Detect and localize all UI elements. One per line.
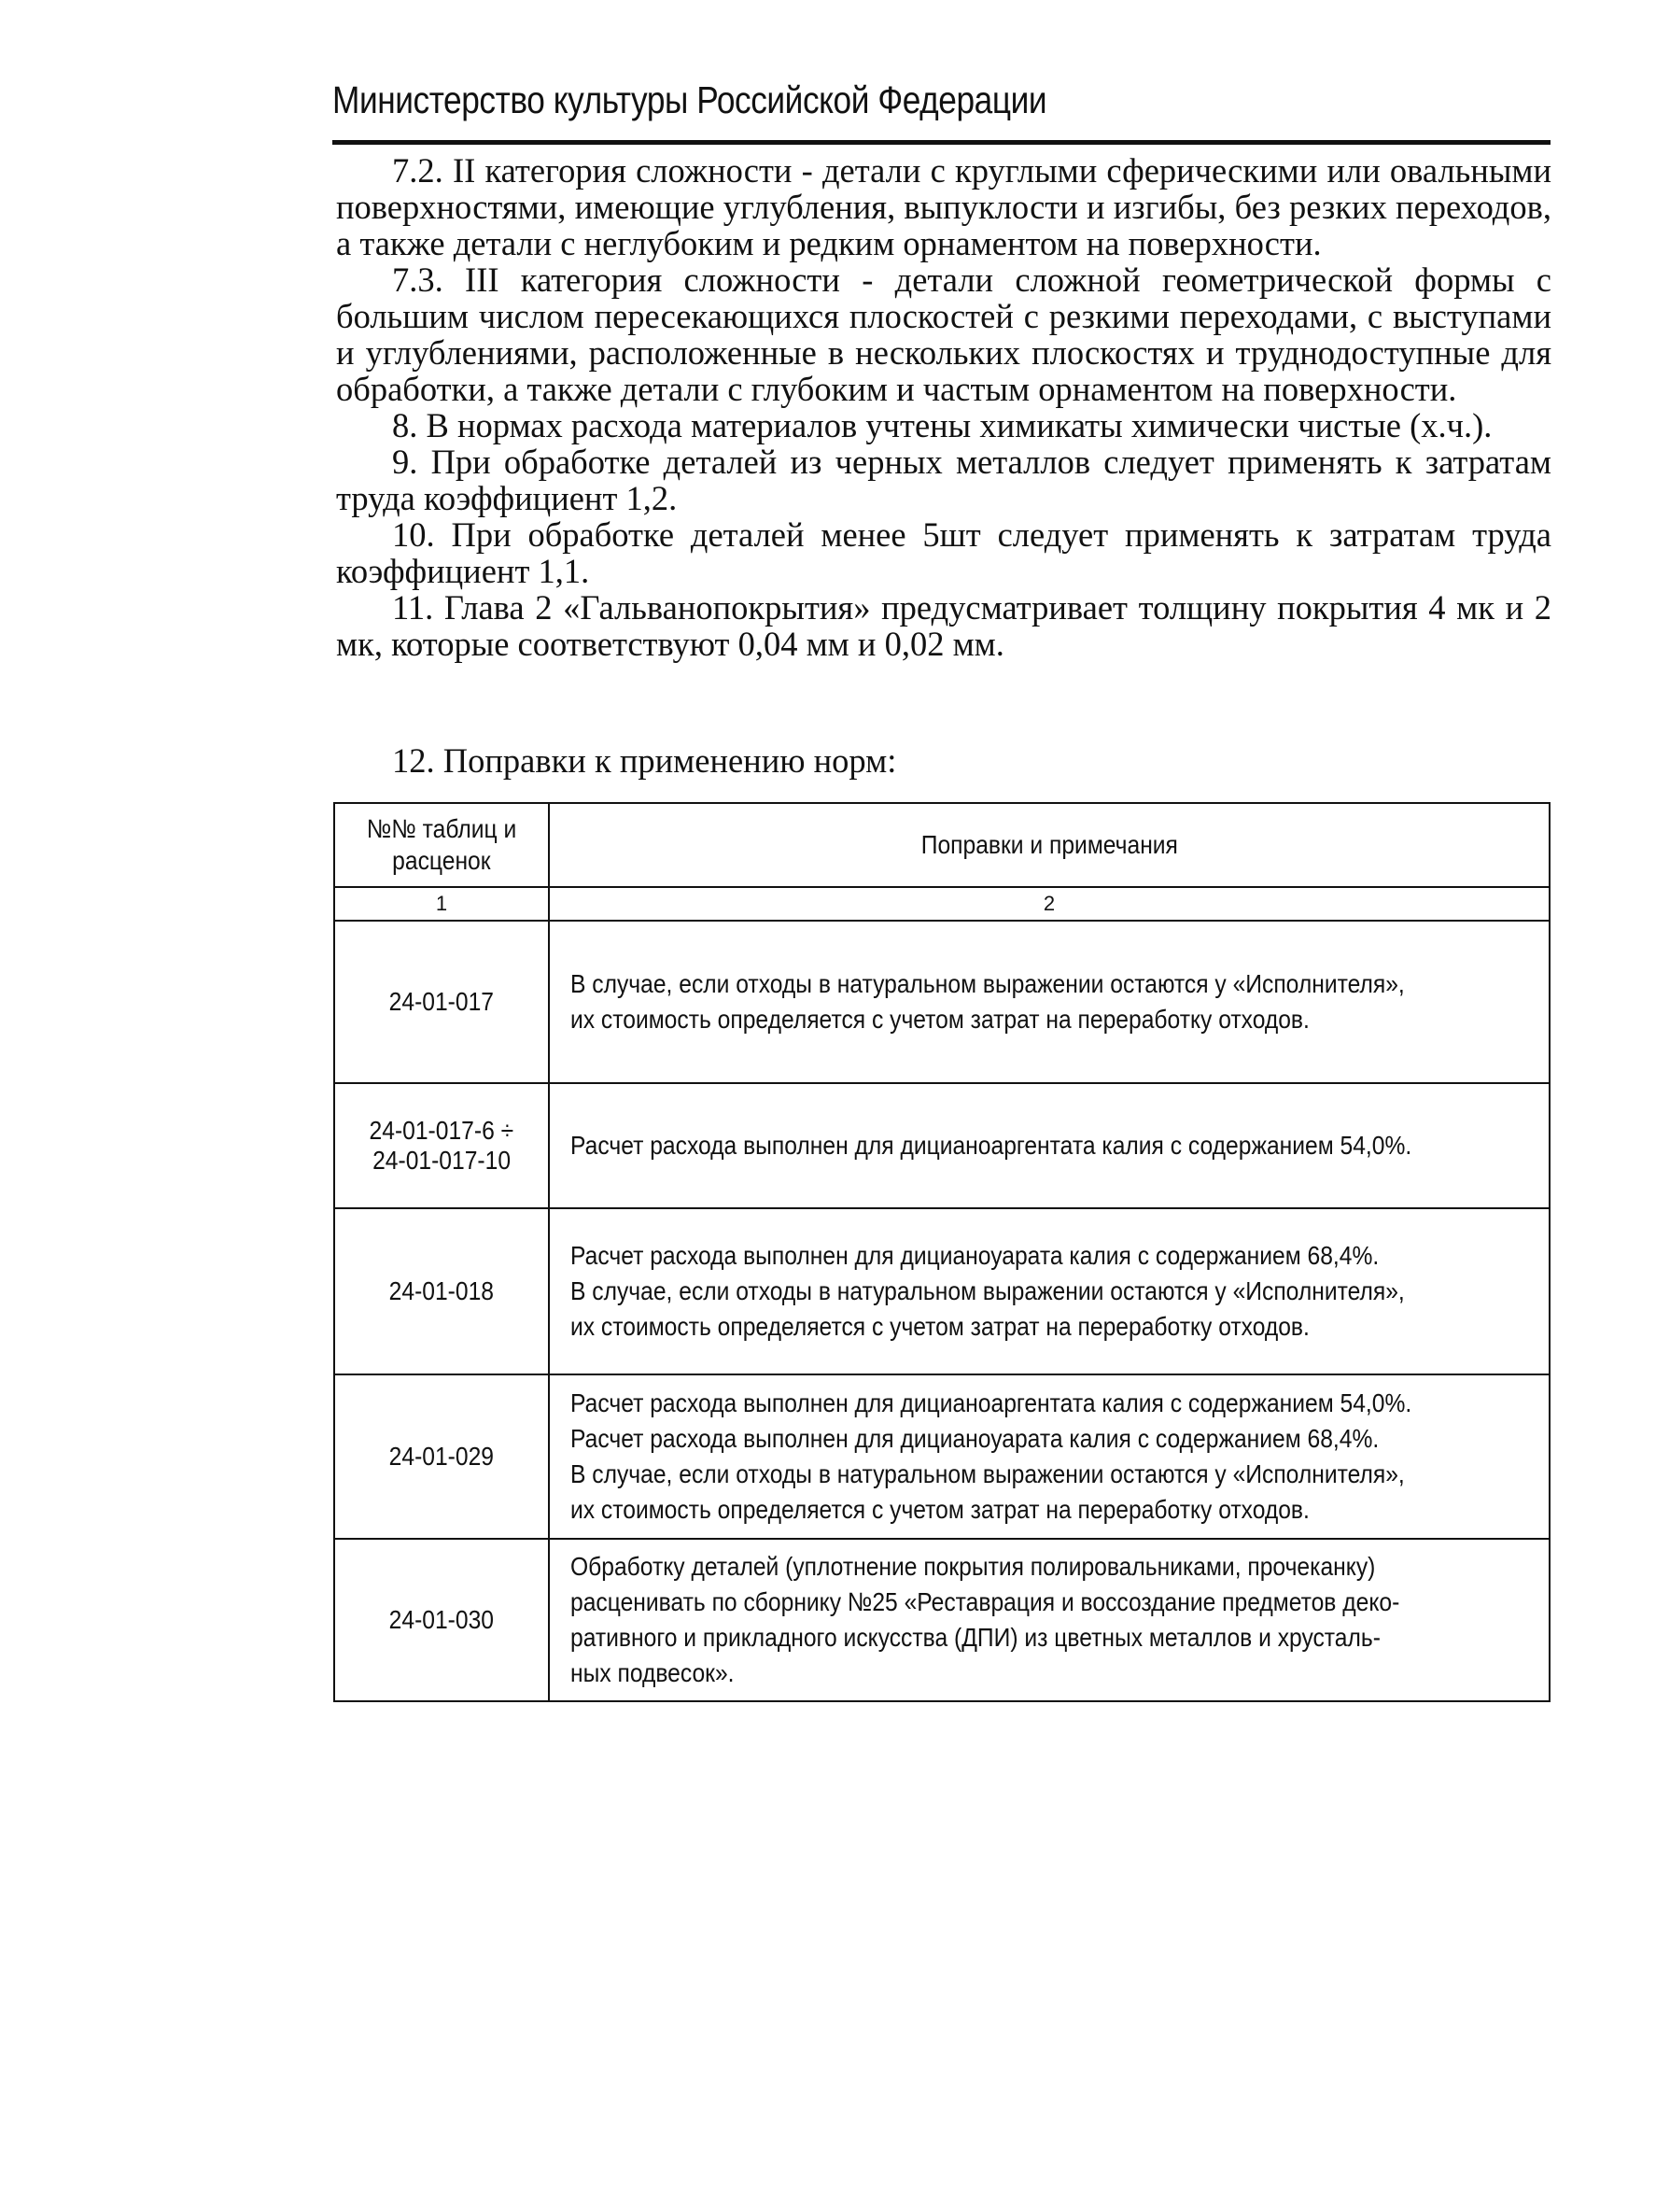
row-code-text: 24-01-030: [388, 1605, 495, 1634]
row-note-line: Обработку деталей (уплотнение покрытия полировальниками, прочеканку): [570, 1552, 1376, 1581]
row-code: [334, 921, 549, 1083]
row-code: [334, 1083, 549, 1208]
row-note: [549, 1083, 1550, 1208]
row-note-line: Расчет расхода выполнен для дицианоаргентата калия с содержанием 54,0%.: [570, 1388, 1412, 1417]
table-row: [334, 1208, 1550, 1374]
row-note-line: В случае, если отходы в натуральном выражении остаются у «Исполнителя»,: [570, 1276, 1405, 1305]
row-code: [334, 1539, 549, 1701]
row-note-line: расценивать по сборнику №25 «Реставрация и воссоздание предметов деко-: [570, 1587, 1400, 1616]
row-note-line: В случае, если отходы в натуральном выражении остаются у «Исполнителя»,: [570, 1459, 1405, 1488]
table-index-row: [334, 887, 1550, 921]
table-row: [334, 921, 1550, 1083]
row-code-text: 24-01-017-6 ÷: [369, 1116, 514, 1145]
header-notes-label: Поправки и примечания: [920, 830, 1178, 859]
row-note-line: их стоимость определяется с учетом затрат на переработку отходов.: [570, 1005, 1310, 1034]
paragraph-11: 11. Глава 2 «Гальванопокрытия» предусматривает толщину покрытия 4 мк и 2 мк, которые соответствуют 0,04 мм и 0,02 мм.: [336, 588, 1551, 663]
row-code: [334, 1374, 549, 1539]
paragraph-8: 8. В нормах расхода материалов учтены химикаты химически чистые (х.ч.).: [392, 406, 1493, 444]
row-code-text: 24-01-017-10: [372, 1146, 511, 1175]
norms-table: [333, 802, 1551, 1702]
paragraph-9: 9. При обработке деталей из черных металлов следует применять к затратам труда коэффициент 1,2.: [336, 443, 1551, 517]
row-note: [549, 1539, 1550, 1701]
row-note-line: их стоимость определяется с учетом затрат на переработку отходов.: [570, 1312, 1310, 1341]
page-header: [332, 78, 1551, 122]
row-code-text: 24-01-017: [388, 987, 495, 1016]
row-code: [334, 1208, 549, 1374]
row-code-text: 24-01-029: [388, 1442, 495, 1471]
section-title: 12. Поправки к применению норм:: [392, 741, 897, 780]
table-row: [334, 1374, 1550, 1539]
header-notes-cell: [549, 803, 1550, 887]
table-header-row: [334, 803, 1550, 887]
row-code-text: 24-01-018: [388, 1276, 495, 1305]
paragraph-7-3: 7.3. III категория сложности - детали сложной геометрической формы с большим числом пересекающихся плоскостей с резкими переходами, с выступами и углублениями, расположенные в нескольких плоскостях и труднодоступные для обработки, а также детали с глубоким и частым орнаментом на поверхности.: [336, 261, 1551, 408]
header-rule: [332, 140, 1551, 145]
paragraph-7-2: 7.2. II категория сложности - детали с круглыми сферическими или овальными поверхностями, имеющие углубления, выпуклости и изгибы, без резких переходов, а также детали с неглубоким и редким орнаментом на поверхности.: [336, 151, 1551, 262]
header-code-line-1: №№ таблиц и: [366, 814, 517, 843]
row-note: [549, 1208, 1550, 1374]
header-title: Министерство культуры Российской Федерации: [332, 78, 1047, 121]
row-note-line: Расчет расхода выполнен для дицианоуарата калия с содержанием 68,4%.: [570, 1241, 1380, 1270]
table-row: [334, 1539, 1550, 1701]
row-note-line: ных подвесок».: [570, 1658, 735, 1687]
header-code-cell: [334, 803, 549, 887]
index-cell-2: 2: [549, 887, 1550, 921]
index-cell-1: 1: [334, 887, 549, 921]
row-note-line: ративного и прикладного искусства (ДПИ) из цветных металлов и хрусталь-: [570, 1623, 1381, 1652]
header-code-line-2: расценок: [392, 846, 491, 875]
table-row: [334, 1083, 1550, 1208]
row-note-line: В случае, если отходы в натуральном выражении остаются у «Исполнителя»,: [570, 969, 1405, 998]
row-note: [549, 1374, 1550, 1539]
row-note-line: их стоимость определяется с учетом затрат на переработку отходов.: [570, 1495, 1310, 1524]
row-note-line: Расчет расхода выполнен для дицианоаргентата калия с содержанием 54,0%.: [570, 1131, 1412, 1160]
row-note: [549, 921, 1550, 1083]
body-text: [336, 152, 1551, 662]
row-note-line: Расчет расхода выполнен для дицианоуарата калия с содержанием 68,4%.: [570, 1424, 1380, 1453]
paragraph-10: 10. При обработке деталей менее 5шт следует применять к затратам труда коэффициент 1,1.: [336, 515, 1551, 590]
